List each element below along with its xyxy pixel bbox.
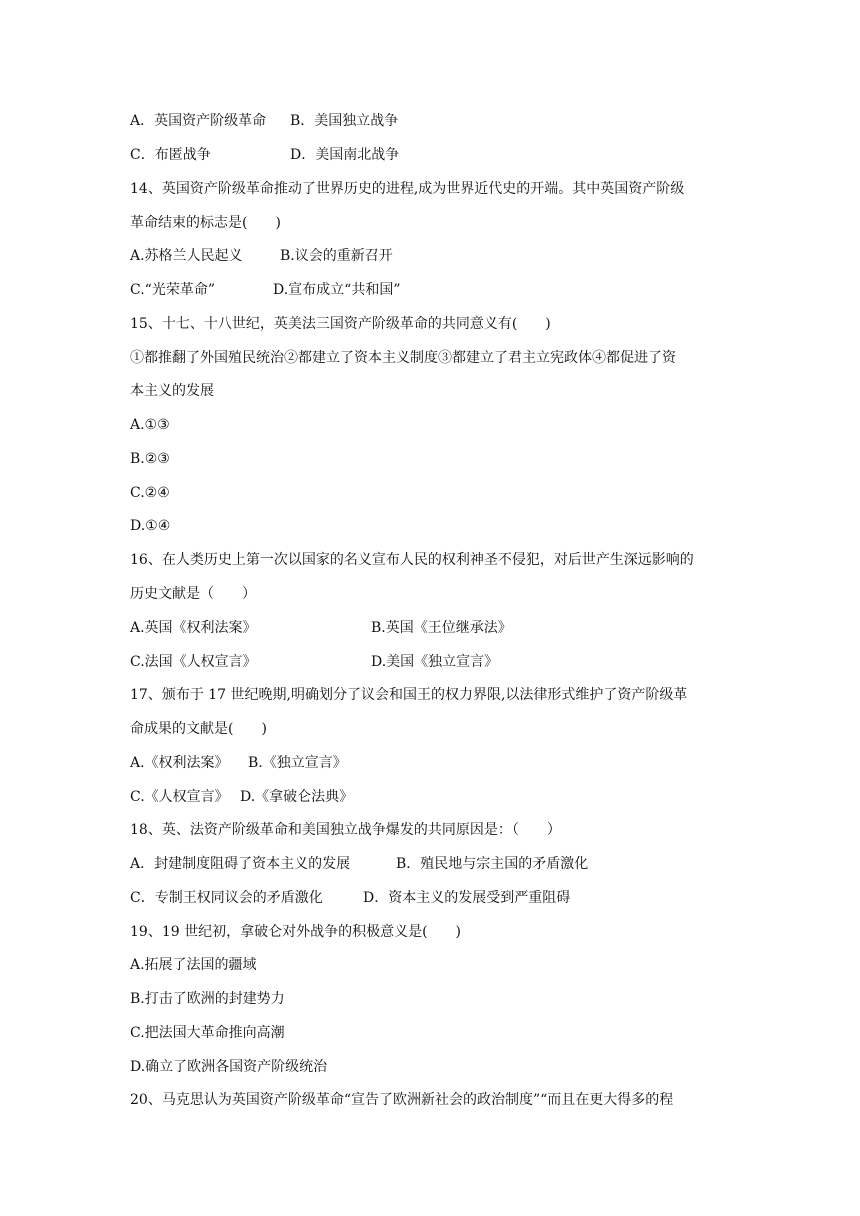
q17-option-d: D.《拿破仑法典》 [240,789,354,805]
q15-option-d: D.①④ [130,518,171,534]
q13-option-d: D．美国南北战争 [290,147,400,163]
q14-options-row-1 [130,246,393,266]
q13-option-a: A．英国资产阶级革命 [130,113,267,129]
q15-option-a: A.①③ [130,417,170,433]
q18-options-row-1 [130,854,589,874]
q17-stem-line-2: 命成果的文献是( ) [130,721,267,737]
q17-option-c: C.《人权宣言》 [130,789,229,805]
q19-option-d: D.确立了欧洲各国资产阶级统治 [130,1059,328,1075]
q13-option-b: B．美国独立战争 [290,113,399,129]
q20-stem-line-1: 20、马克思认为英国资产阶级革命“宣告了欧洲新社会的政治制度”“而且在更大得多的程 [130,1092,674,1108]
q17-options-row-2 [130,787,354,807]
q14-option-b: B.议会的重新召开 [280,248,393,264]
q17-option-a: A.《权利法案》 [130,755,229,771]
q15-stem: 15、十七、十八世纪，英美法三国资产阶级革命的共同意义有( ) [130,316,551,332]
q16-option-b: B.英国《王位继承法》 [371,620,512,636]
q16-option-d: D.美国《独立宣言》 [371,654,499,670]
q18-stem: 18、英、法资产阶级革命和美国独立战争爆发的共同原因是：（ ） [130,822,561,838]
q18-option-b: B．殖民地与宗主国的矛盾激化 [396,856,589,872]
q14-stem-line-2: 革命结束的标志是( ) [130,215,281,231]
q16-stem-line-1: 16、在人类历史上第一次以国家的名义宣布人民的权利神圣不侵犯，对后世产生深远影响的 [130,552,694,568]
q18-option-d: D．资本主义的发展受到严重阻碍 [363,890,571,906]
q15-items-line-2: 本主义的发展 [130,383,214,399]
q17-option-b: B.《独立宣言》 [248,755,347,771]
q15-option-c: C.②④ [130,485,170,501]
q17-stem-line-1: 17、颁布于 17 世纪晚期,明确划分了议会和国王的权力界限,以法律形式维护了资产阶级革 [130,687,688,703]
q16-options-row-1 [130,618,512,638]
q14-option-d: D.宣布成立“共和国” [273,282,401,298]
q19-option-b: B.打击了欧洲的封建势力 [130,991,285,1007]
q14-option-c: C.“光荣革命” [130,282,215,298]
q19-option-a: A.拓展了法国的疆域 [130,957,257,973]
q17-options-row-1 [130,753,347,773]
q14-stem-line-1: 14、英国资产阶级革命推动了世界历史的进程,成为世界近代史的开端。其中英国资产阶级 [130,181,685,197]
q15-items-line-1: ①都推翻了外国殖民统治②都建立了资本主义制度③都建立了君主立宪政体④都促进了资 [130,350,676,366]
q14-options-row-2 [130,280,401,300]
q16-stem-line-2: 历史文献是（ ） [130,586,256,602]
q19-option-c: C.把法国大革命推向高潮 [130,1025,285,1041]
q13-option-c: C．布匿战争 [130,147,211,163]
q19-stem: 19、19 世纪初，拿破仑对外战争的积极意义是( ) [130,924,462,940]
q15-option-b: B.②③ [130,451,170,467]
q14-option-a: A.苏格兰人民起义 [130,248,243,264]
q18-option-c: C．专制王权同议会的矛盾激化 [130,890,323,906]
q16-options-row-2 [130,652,499,672]
q18-option-a: A．封建制度阻碍了资本主义的发展 [130,856,351,872]
q13-options-row-2 [130,145,400,165]
q16-option-a: A.英国《权利法案》 [130,620,257,636]
q18-options-row-2 [130,888,571,908]
q13-options-row-1 [130,111,399,131]
q16-option-c: C.法国《人权宣言》 [130,654,257,670]
